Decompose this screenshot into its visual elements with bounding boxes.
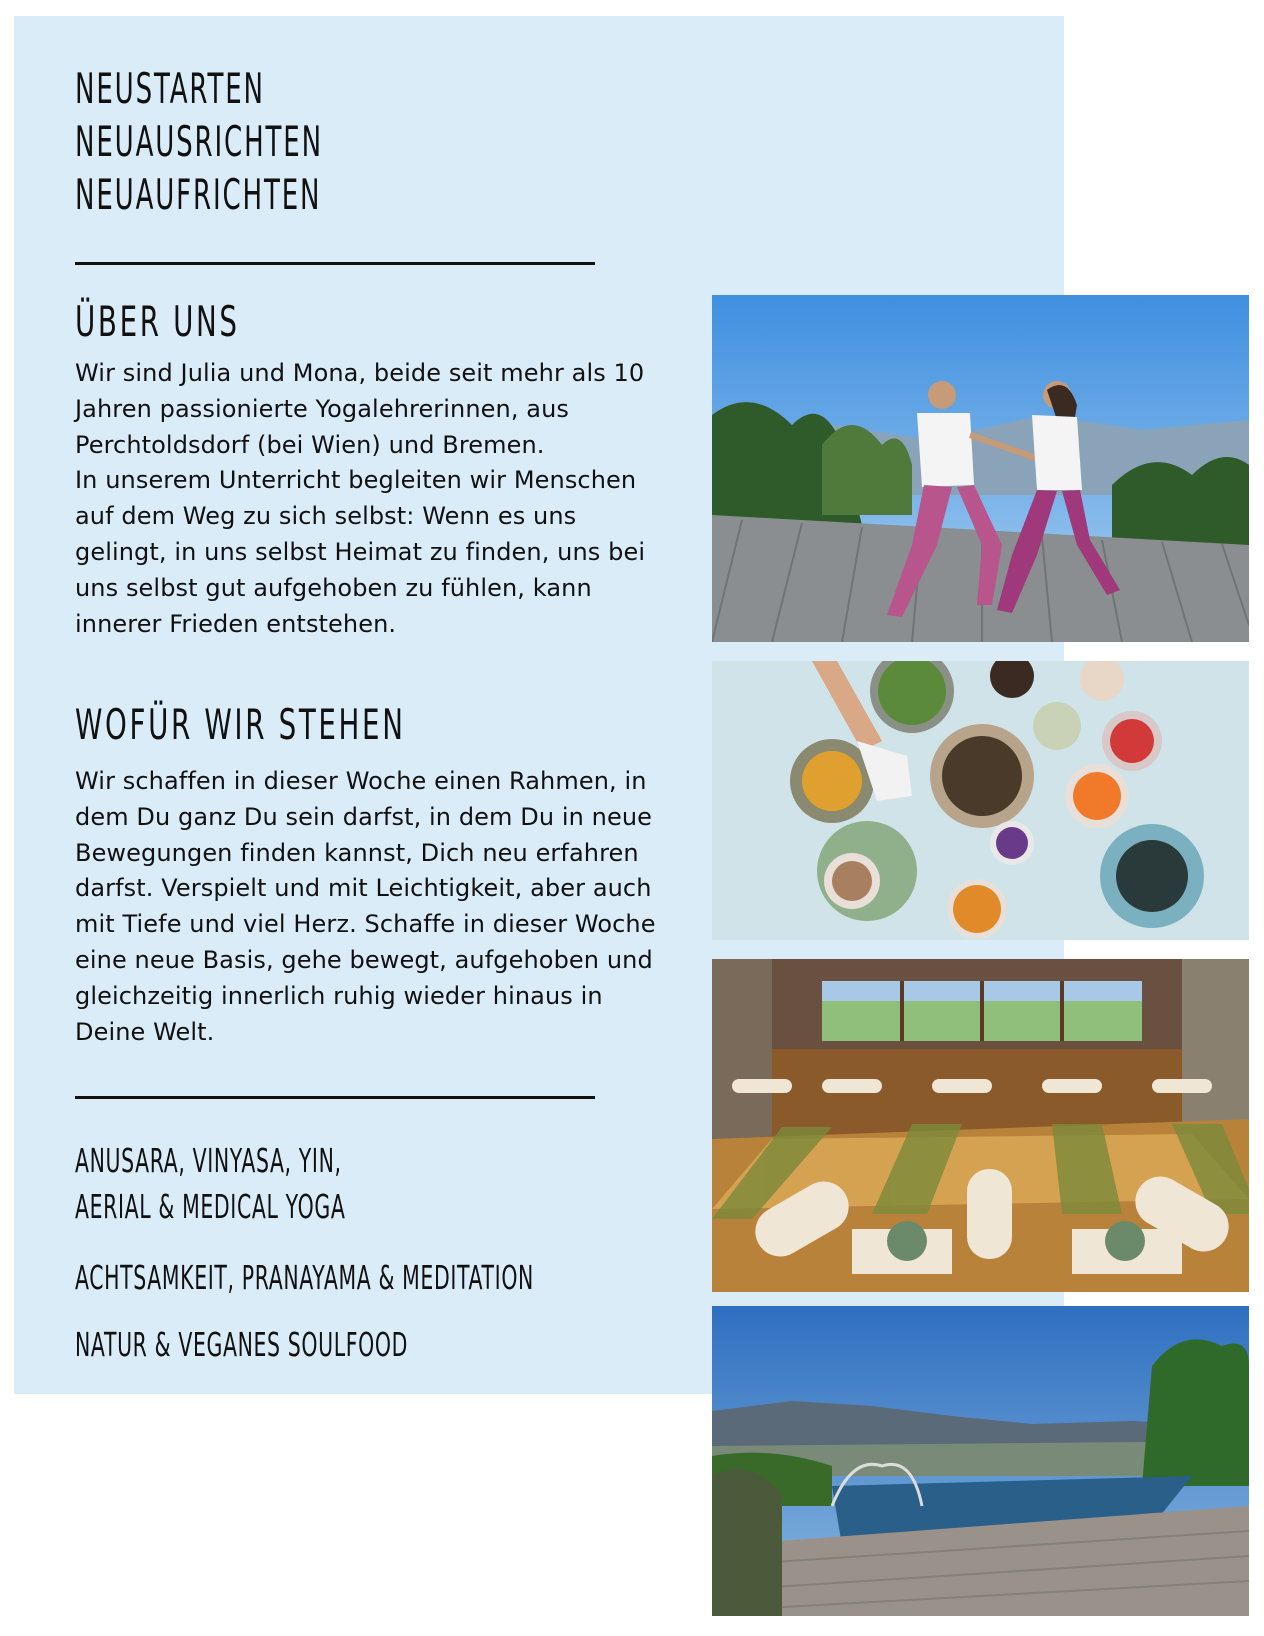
headline-line-2: NEUAUSRICHTEN bbox=[75, 117, 323, 166]
values-paragraph: Wir schaffen in dieser Woche einen Rahmen, in dem Du ganz Du sein darfst, in dem Du in neue Bewegungen finden kannst, Dich neu erfahren darfst. Verspielt und mit Leichtigkeit, aber auch mit Tiefe und viel Herz. Schaffe in dieser Woche eine neue Basis, gehe bewegt, aufgehoben und gleichzeitig innerlich ruhig wieder hinaus in Deine Welt. bbox=[75, 767, 656, 1046]
feature-mindfulness: ACHTSAMKEIT, PRANAYAMA & MEDITATION bbox=[75, 1258, 534, 1297]
headline-line-3: NEUAUFRICHTEN bbox=[75, 170, 322, 219]
about-title: ÜBER UNS bbox=[75, 297, 240, 346]
about-paragraph-1: Wir sind Julia und Mona, beide seit mehr als 10 Jahren passionierte Yogalehrerinnen, aus Perchtoldsdorf (bei Wien) und Bremen. bbox=[75, 359, 645, 459]
pool-view-photo bbox=[712, 1306, 1249, 1616]
headline-line-1: NEUSTARTEN bbox=[75, 64, 265, 113]
feature-yoga-styles-1: ANUSARA, VINYASA, YIN, bbox=[75, 1141, 342, 1180]
feature-nature-food: NATUR & VEGANES SOULFOOD bbox=[75, 1325, 408, 1364]
about-text bbox=[75, 356, 675, 642]
values-title: WOFÜR WIR STEHEN bbox=[75, 700, 406, 749]
divider-bottom bbox=[75, 1096, 595, 1099]
about-paragraph-2: In unserem Unterricht begleiten wir Menschen auf dem Weg zu sich selbst: Wenn es uns gelingt, in uns selbst Heimat zu finden, uns bei uns selbst gut aufgehoben zu fühlen, kann innerer Frieden entstehen. bbox=[75, 466, 646, 638]
vegan-food-photo bbox=[712, 661, 1249, 940]
divider-top bbox=[75, 262, 595, 265]
headline-block bbox=[75, 62, 475, 221]
yoga-terrace-photo bbox=[712, 295, 1249, 642]
yoga-hall-photo bbox=[712, 959, 1249, 1292]
values-text bbox=[75, 764, 675, 1050]
feature-yoga-styles-2: AERIAL & MEDICAL YOGA bbox=[75, 1187, 346, 1226]
